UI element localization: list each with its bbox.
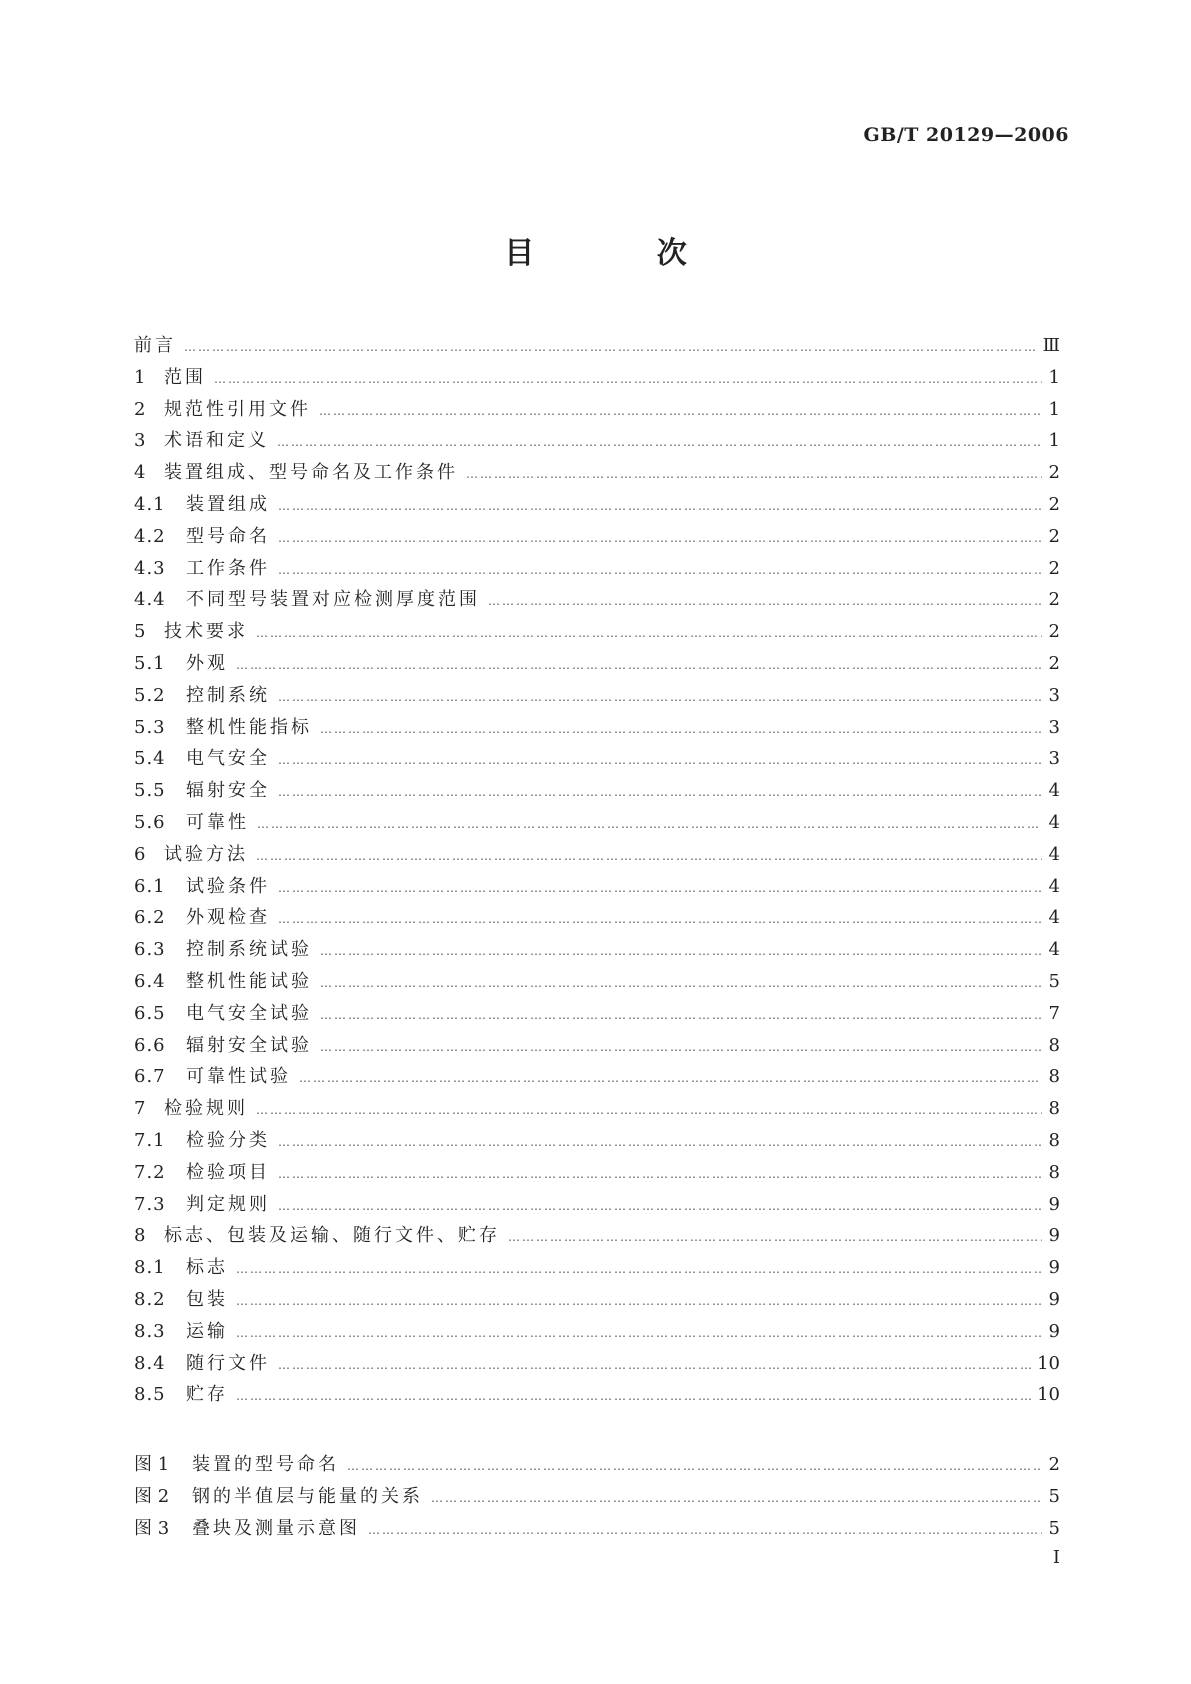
page-ref: 4 [1048, 843, 1060, 865]
section-number: 6 [134, 843, 147, 865]
toc-entry[interactable] [134, 903, 1060, 935]
figure-entry[interactable] [134, 1450, 1060, 1482]
section-title: 包装 [186, 1288, 228, 1310]
toc-entry[interactable] [134, 1031, 1060, 1063]
page-ref: 9 [1048, 1288, 1060, 1310]
section-number: 6.2 [134, 907, 166, 929]
section-number: 6.6 [134, 1034, 166, 1056]
section-title: 装置组成 [186, 493, 270, 515]
dot-leader [277, 435, 1042, 449]
figure-title: 装置的型号命名 [192, 1454, 339, 1475]
dot-leader [257, 817, 1042, 831]
dot-leader [320, 722, 1042, 736]
page-ref: 7 [1048, 1002, 1060, 1024]
section-number: 1 [134, 366, 147, 388]
dot-leader [278, 785, 1042, 799]
section-title: 电气安全 [186, 748, 270, 770]
page-ref: 2 [1048, 1454, 1060, 1475]
page-number: I [1052, 1547, 1060, 1568]
section-number: 6.1 [134, 875, 166, 897]
section-title: 技术要求 [164, 621, 248, 643]
toc-entry[interactable] [134, 1317, 1060, 1349]
section-title: 辐射安全 [186, 780, 270, 802]
section-number: 2 [134, 398, 147, 420]
section-title: 控制系统 [186, 684, 270, 706]
toc-entry[interactable] [134, 1221, 1060, 1253]
section-number: 4 [134, 462, 147, 484]
toc-entry[interactable] [134, 935, 1060, 967]
toc-entry[interactable] [134, 1094, 1060, 1126]
page-ref: 2 [1048, 652, 1060, 674]
figure-entry[interactable] [134, 1514, 1060, 1546]
page-ref: 9 [1048, 1225, 1060, 1247]
section-number: 8.4 [134, 1352, 166, 1374]
toc-entry[interactable] [134, 1349, 1060, 1381]
dot-leader [278, 1167, 1042, 1181]
figure-number: 图 1 [134, 1454, 170, 1475]
figure-number: 图 2 [134, 1485, 170, 1507]
page-title: 目 次 [504, 236, 743, 271]
section-number: 4.2 [134, 525, 166, 547]
section-title: 整机性能试验 [186, 970, 312, 992]
section-number: 8.1 [134, 1257, 166, 1279]
section-title: 标志、包装及运输、随行文件、贮存 [164, 1225, 500, 1247]
dot-leader [236, 1262, 1042, 1276]
page-ref: 2 [1048, 525, 1060, 547]
toc-entry[interactable] [134, 585, 1060, 617]
toc-entry[interactable] [134, 1285, 1060, 1317]
dot-leader [256, 1103, 1042, 1117]
page-ref: 8 [1048, 1034, 1060, 1056]
toc-entry[interactable] [134, 617, 1060, 649]
section-title: 标志 [186, 1257, 228, 1279]
page-ref: 1 [1048, 430, 1060, 452]
section-number: 4.1 [134, 493, 166, 515]
toc-entry[interactable] [134, 967, 1060, 999]
toc-entry[interactable] [134, 490, 1060, 522]
toc-entry[interactable] [134, 681, 1060, 713]
dot-leader [256, 626, 1042, 640]
toc-entry[interactable] [134, 1190, 1060, 1222]
figure-number: 图 3 [134, 1517, 170, 1539]
toc-entry[interactable] [134, 363, 1060, 395]
section-title: 工作条件 [186, 557, 270, 579]
page-ref: 4 [1048, 875, 1060, 897]
section-title: 判定规则 [186, 1193, 270, 1215]
dot-leader [236, 1294, 1042, 1308]
section-title: 可靠性试验 [186, 1066, 291, 1088]
section-title: 随行文件 [186, 1352, 270, 1374]
dot-leader [256, 849, 1042, 863]
toc-entry[interactable] [134, 776, 1060, 808]
section-number: 6.4 [134, 970, 166, 992]
list-of-figures [134, 1450, 1060, 1545]
page-ref: 2 [1048, 462, 1060, 484]
dot-leader [320, 944, 1042, 958]
standard-code: GB/T 20129—2006 [863, 124, 1069, 146]
dot-leader [278, 912, 1042, 926]
dot-leader [236, 1389, 1033, 1403]
page-ref: 1 [1048, 398, 1060, 420]
page-ref: 2 [1048, 493, 1060, 515]
figure-title: 叠块及测量示意图 [192, 1517, 360, 1539]
section-title: 检验规则 [164, 1098, 248, 1120]
dot-leader [466, 467, 1042, 481]
section-number: 4.4 [134, 589, 166, 611]
dot-leader [278, 499, 1042, 513]
toc-entry[interactable] [134, 808, 1060, 840]
page-ref: 3 [1048, 748, 1060, 770]
dot-leader [236, 1326, 1042, 1340]
section-title: 不同型号装置对应检测厚度范围 [186, 589, 480, 611]
page-ref: 4 [1048, 780, 1060, 802]
toc-entry[interactable] [134, 522, 1060, 554]
section-number: 8.2 [134, 1288, 166, 1310]
section-title: 规范性引用文件 [164, 398, 311, 420]
toc-entry[interactable] [134, 1062, 1060, 1094]
dot-leader [278, 531, 1042, 545]
dot-leader [320, 1008, 1042, 1022]
toc-entry[interactable] [134, 1380, 1060, 1412]
page-ref: 4 [1048, 811, 1060, 833]
toc-entry[interactable] [134, 649, 1060, 681]
section-number: 5.5 [134, 780, 166, 802]
section-title: 电气安全试验 [186, 1002, 312, 1024]
section-title: 检验项目 [186, 1161, 270, 1183]
section-number: 6.3 [134, 939, 166, 961]
section-number: 6.7 [134, 1066, 166, 1088]
figure-title: 钢的半值层与能量的关系 [192, 1485, 423, 1507]
section-number: 6.5 [134, 1002, 166, 1024]
toc-entry[interactable] [134, 1253, 1060, 1285]
section-title: 试验条件 [186, 875, 270, 897]
toc-entry[interactable] [134, 1158, 1060, 1190]
page-ref: 4 [1048, 907, 1060, 929]
page-ref: 2 [1048, 621, 1060, 643]
toc-entry[interactable] [134, 713, 1060, 745]
section-number: 7 [134, 1098, 147, 1120]
page-ref: Ⅲ [1042, 335, 1060, 356]
dot-leader [236, 658, 1042, 672]
page-ref: 8 [1048, 1098, 1060, 1120]
dot-leader [184, 340, 1039, 354]
table-of-contents [134, 331, 1060, 1412]
dot-leader [278, 1199, 1042, 1213]
section-number: 8 [134, 1225, 147, 1247]
page-ref: 5 [1048, 1517, 1060, 1539]
section-number: 5.6 [134, 811, 166, 833]
toc-entry[interactable] [134, 395, 1060, 427]
toc-entry[interactable] [134, 426, 1060, 458]
page-ref: 9 [1048, 1320, 1060, 1342]
section-number: 3 [134, 430, 147, 452]
section-number: 7.2 [134, 1161, 166, 1183]
section-number: 8.3 [134, 1320, 166, 1342]
figure-entry[interactable] [134, 1482, 1060, 1514]
dot-leader [319, 404, 1042, 418]
section-title: 辐射安全试验 [186, 1034, 312, 1056]
toc-entry[interactable] [134, 872, 1060, 904]
page-ref: 10 [1037, 1352, 1060, 1374]
dot-leader [320, 976, 1042, 990]
section-title: 整机性能指标 [186, 716, 312, 738]
page-ref: 2 [1048, 589, 1060, 611]
page-ref: 5 [1048, 1485, 1060, 1507]
dot-leader [278, 753, 1042, 767]
section-number: 5.1 [134, 652, 166, 674]
dot-leader [278, 1135, 1042, 1149]
section-title: 外观 [186, 652, 228, 674]
section-title: 装置组成、型号命名及工作条件 [164, 462, 458, 484]
dot-leader [214, 372, 1042, 386]
section-title: 型号命名 [186, 525, 270, 547]
toc-entry[interactable] [134, 331, 1060, 363]
section-title: 前言 [134, 335, 176, 356]
section-number: 5.2 [134, 684, 166, 706]
page-ref: 4 [1048, 939, 1060, 961]
dot-leader [488, 594, 1042, 608]
toc-entry[interactable] [134, 1126, 1060, 1158]
dot-leader [347, 1459, 1042, 1473]
section-title: 可靠性 [186, 811, 249, 833]
page-ref: 10 [1037, 1384, 1060, 1406]
dot-leader [278, 690, 1042, 704]
section-title: 控制系统试验 [186, 939, 312, 961]
toc-entry[interactable] [134, 458, 1060, 490]
dot-leader [368, 1523, 1042, 1537]
dot-leader [299, 1071, 1042, 1085]
section-number: 5.3 [134, 716, 166, 738]
dot-leader [320, 1040, 1042, 1054]
section-title: 外观检查 [186, 907, 270, 929]
toc-entry[interactable] [134, 999, 1060, 1031]
section-number: 7.3 [134, 1193, 166, 1215]
page-ref: 2 [1048, 557, 1060, 579]
page-ref: 3 [1048, 684, 1060, 706]
section-title: 术语和定义 [164, 430, 269, 452]
toc-entry[interactable] [134, 554, 1060, 586]
section-title: 贮存 [186, 1384, 228, 1406]
section-number: 5 [134, 621, 147, 643]
section-title: 试验方法 [164, 843, 248, 865]
section-number: 4.3 [134, 557, 166, 579]
section-number: 5.4 [134, 748, 166, 770]
page-ref: 9 [1048, 1193, 1060, 1215]
section-title: 范围 [164, 366, 206, 388]
dot-leader [278, 881, 1042, 895]
page-ref: 9 [1048, 1257, 1060, 1279]
section-title: 检验分类 [186, 1129, 270, 1151]
page-ref: 8 [1048, 1129, 1060, 1151]
section-number: 7.1 [134, 1129, 166, 1151]
toc-entry[interactable] [134, 744, 1060, 776]
dot-leader [508, 1230, 1042, 1244]
toc-entry[interactable] [134, 840, 1060, 872]
dot-leader [278, 1358, 1033, 1372]
page-ref: 8 [1048, 1161, 1060, 1183]
page-ref: 5 [1048, 970, 1060, 992]
page-ref: 3 [1048, 716, 1060, 738]
page-ref: 8 [1048, 1066, 1060, 1088]
section-number: 8.5 [134, 1384, 166, 1406]
section-title: 运输 [186, 1320, 228, 1342]
dot-leader [278, 563, 1042, 577]
dot-leader [431, 1491, 1042, 1505]
page-ref: 1 [1048, 366, 1060, 388]
